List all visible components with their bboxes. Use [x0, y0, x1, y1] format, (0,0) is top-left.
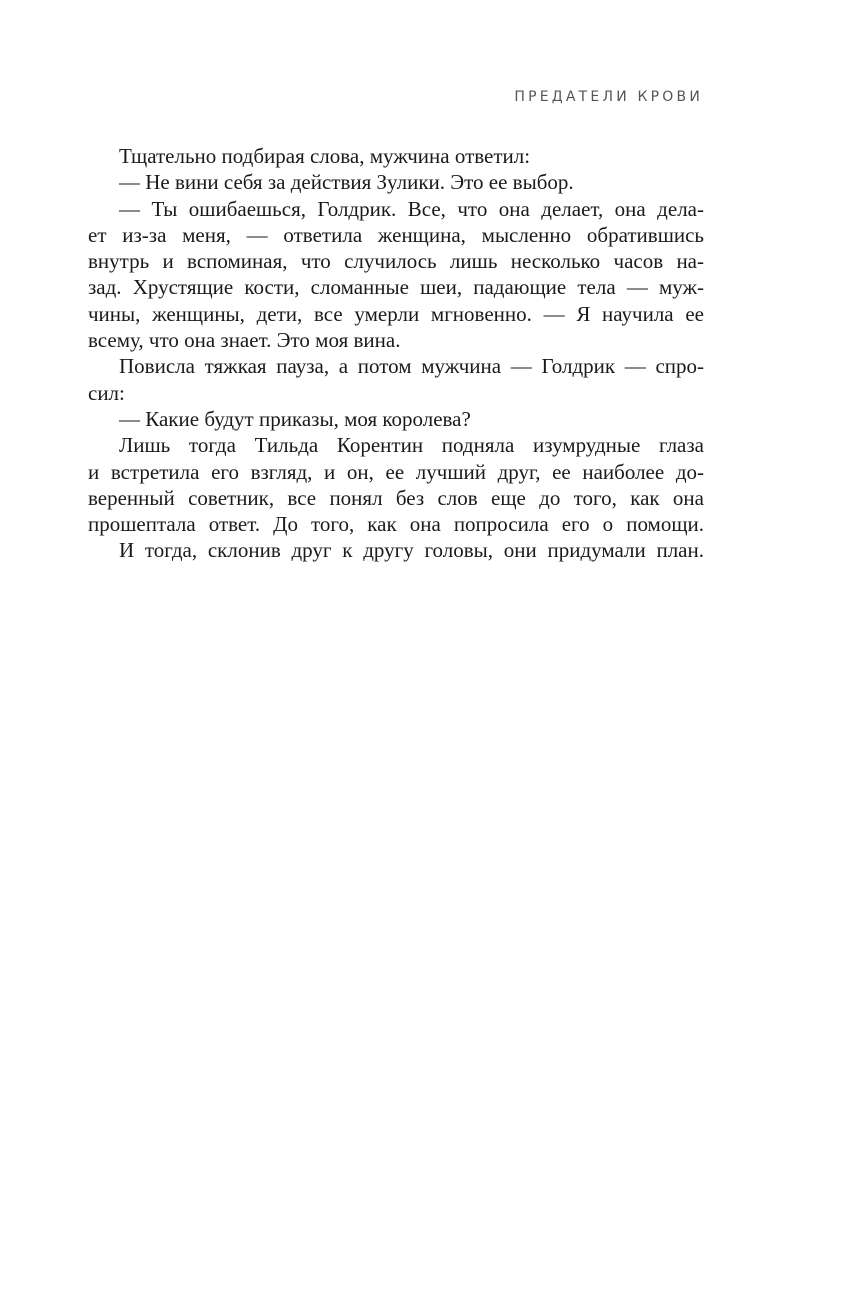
text-line: прошептала ответ. До того, как она попросила его о помощи. — [88, 512, 704, 537]
running-title: ПРЕДАТЕЛИ КРОВИ — [514, 89, 703, 105]
text-line: И тогда, склонив друг к другу головы, они придумали план. — [119, 538, 704, 563]
text-line: — Не вини себя за действия Зулики. Это ее выбор. — [119, 170, 574, 195]
text-line: Тщательно подбирая слова, мужчина ответил: — [119, 144, 531, 168]
text-line: ет из-за меня, — ответила женщина, мысленно обратившись — [88, 222, 704, 247]
text-line: Повисла тяжкая пауза, а потом мужчина — Голдрик — спро- — [119, 354, 704, 379]
text-line: чины, женщины, дети, все умерли мгновенно. — Я научила ее — [88, 301, 704, 326]
body-text — [88, 143, 704, 564]
text-line: веренный советник, все понял без слов еще до того, как она — [88, 485, 704, 510]
text-line: Лишь тогда Тильда Корентин подняла изумрудные глаза — [119, 433, 704, 458]
text-line: — Какие будут приказы, моя королева? — [119, 406, 471, 431]
text-line: — Ты ошибаешься, Голдрик. Все, что она делает, она дела- — [119, 196, 704, 221]
text-line: и встретила его взгляд, и он, ее лучший друг, ее наиболее до- — [88, 459, 704, 484]
text-line: всему, что она знает. Это моя вина. — [88, 328, 401, 353]
text-line: внутрь и вспоминая, что случилось лишь несколько часов на- — [88, 249, 704, 274]
text-line: сил: — [88, 380, 125, 405]
text-line: зад. Хрустящие кости, сломанные шеи, падающие тела — муж- — [88, 275, 704, 300]
